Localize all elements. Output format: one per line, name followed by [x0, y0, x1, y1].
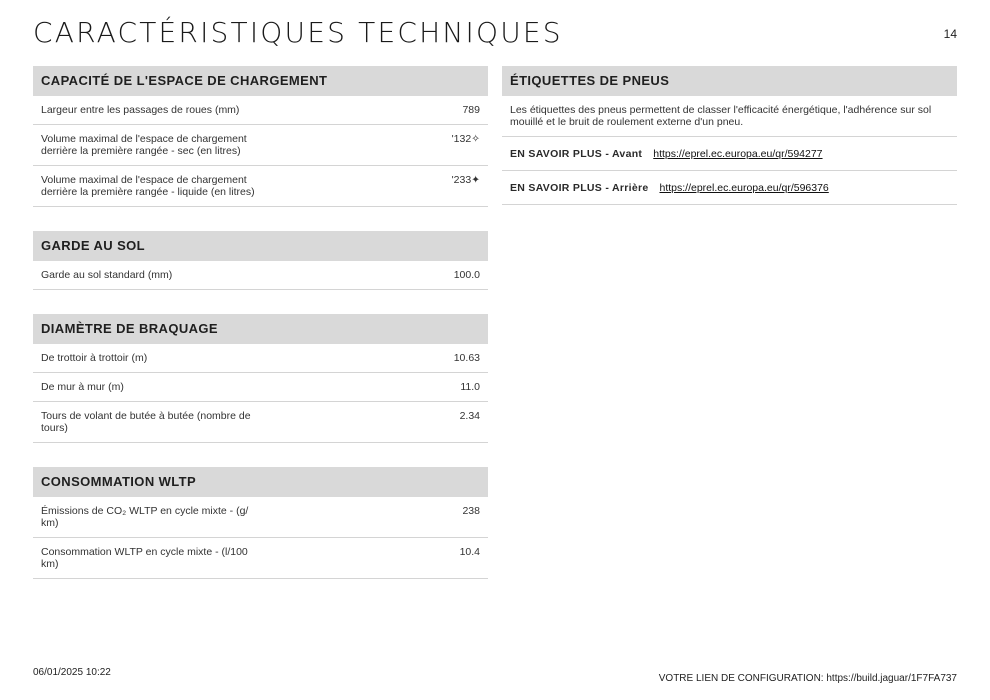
spec-label: Volume maximal de l'espace de chargement derrière la première rangée - sec (en litres): [41, 133, 247, 157]
learn-more-label: EN SAVOIR PLUS - Arrière: [510, 182, 649, 194]
spec-value: 2.34: [459, 410, 480, 422]
spec-label: Volume maximal de l'espace de chargement derrière la première rangée - liquide (en litres): [41, 174, 255, 198]
tyre-link-row-front: [502, 137, 957, 171]
spec-label: Garde au sol standard (mm): [41, 269, 173, 281]
spec-row: [33, 402, 488, 443]
spec-value: 10.4: [459, 546, 480, 558]
spec-value: 10.63: [453, 352, 480, 364]
spec-row: [33, 166, 488, 207]
spec-label: De mur à mur (m): [41, 381, 124, 393]
spec-value: 789: [462, 104, 480, 116]
spec-value: 238: [462, 505, 480, 517]
spec-row: [33, 344, 488, 373]
spec-row: [33, 497, 488, 538]
learn-more-label: EN SAVOIR PLUS - Avant: [510, 148, 643, 160]
spec-row: [33, 538, 488, 579]
section-header: CONSOMMATION WLTP: [33, 467, 488, 497]
section-header: CAPACITÉ DE L'ESPACE DE CHARGEMENT: [33, 66, 488, 96]
turning-circle-section: [33, 314, 488, 443]
spec-row: [33, 96, 488, 125]
footer-date: 06/01/2025 10:22: [33, 667, 111, 678]
spec-row: [33, 125, 488, 166]
tyre-labels-section: [502, 66, 957, 205]
left-column: [33, 66, 488, 603]
tyre-link-row-rear: [502, 171, 957, 205]
spec-value: '233✦: [451, 174, 480, 186]
right-column: [502, 66, 957, 229]
page-title: CARACTÉRISTIQUES TECHNIQUES: [33, 16, 563, 49]
section-header: GARDE AU SOL: [33, 231, 488, 261]
spec-value: '132✧: [451, 133, 480, 145]
spec-label: Tours de volant de butée à butée (nombre de tours): [41, 410, 251, 434]
tyre-label-link-front[interactable]: https://eprel.ec.europa.eu/qr/594277: [653, 148, 823, 160]
cargo-capacity-section: [33, 66, 488, 207]
spec-row: [33, 373, 488, 402]
tyre-description: Les étiquettes des pneus permettent de classer l'efficacité énergétique, l'adhérence sur sol mouillé et le bruit de roulement externe d'un pneu.: [502, 96, 957, 137]
spec-label: De trottoir à trottoir (m): [41, 352, 148, 364]
tyre-label-link-rear[interactable]: https://eprel.ec.europa.eu/qr/596376: [659, 182, 829, 194]
page-number: 14: [943, 27, 957, 41]
spec-row: [33, 261, 488, 290]
configuration-link[interactable]: VOTRE LIEN DE CONFIGURATION: https://build.jaguar/1F7FA737: [658, 673, 957, 684]
spec-value: 11.0: [460, 381, 480, 393]
section-header: ÉTIQUETTES DE PNEUS: [502, 66, 957, 96]
ground-clearance-section: [33, 231, 488, 290]
section-header: DIAMÈTRE DE BRAQUAGE: [33, 314, 488, 344]
wltp-consumption-section: [33, 467, 488, 579]
spec-value: 100.0: [453, 269, 480, 281]
spec-label: Émissions de CO₂ WLTP en cycle mixte - (g/ km): [41, 505, 249, 529]
spec-label: Largeur entre les passages de roues (mm): [41, 104, 240, 116]
spec-label: Consommation WLTP en cycle mixte - (l/100 km): [41, 546, 248, 570]
